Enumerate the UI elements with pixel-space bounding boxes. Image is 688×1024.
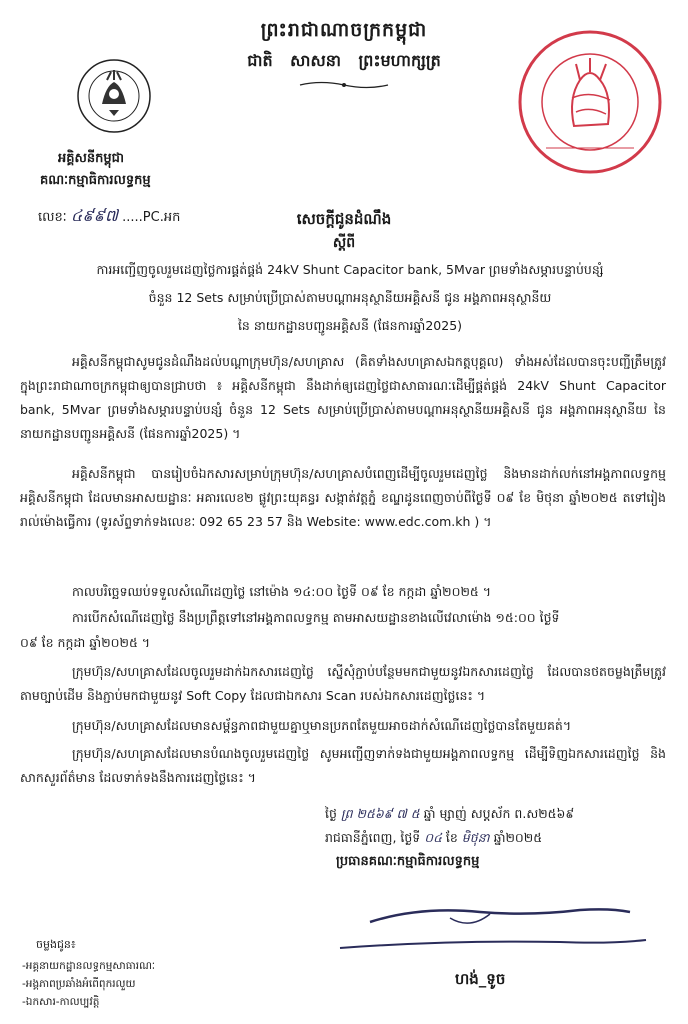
ref-handwritten-number: ៤៩៩៧ [70,206,118,225]
solar-date-year: ឆ្នាំ២០២៥ [493,830,543,845]
edc-logo [76,58,152,134]
solar-date-prefix: រាជធានីភ្នំពេញ, ថ្ងៃទី [325,830,421,845]
lunar-date-rest: ឆ្នាំ ម្សាញ់ សប្តស័ក ព.ស២៥៦៩ [423,806,575,821]
handwritten-signature [330,900,650,960]
solar-date [325,830,542,849]
opening-line: ការបើកសំណើដេញថ្លៃ នឹងប្រព្រឹត្តទៅនៅអង្គភាពលទ្ធកម្ម តាមអាសយដ្ឋានខាងលើវេលាម៉ោង ១៥:០០ ថ្ងៃទី [72,610,560,625]
body-paragraph-2: អគ្គិសនីកម្ពុជា បានរៀបចំឯកសារសម្រាប់ក្រុមហ៊ុន/សហគ្រាសបំពេញដើម្បីចូលរួមដេញថ្លៃ និងមានដាក់លក់នៅអង្គភាពលទ្ធកម្មអគ្គិសនីកម្ពុជា ដែលមានអាសយដ្ឋានៈ អគារលេខ២ ផ្លូវព្រះយុគន្ធរ សង្កាត់វត្តភ្នំ ខណ្ឌដូនពេញចាប់ពីថ្ងៃទី ០៩ ខែ មិថុនា ឆ្នាំ២០២៥ តទៅរៀងរាល់ម៉ោងធ្វើការ (ទូរស័ព្ទទាក់ទងលេខៈ 092 65 23 57 និង Website: www.edc.com.kh ) ។ [20,466,666,529]
cc-label: ចម្លងជូន៖ [36,938,76,951]
body-paragraph-4: ក្រុមហ៊ុន/សហគ្រាសដែលមានបំណងចូលរួមដេញថ្លៃ សូមអញ្ជើញទាក់ទងជាមួយអង្គភាពលទ្ធកម្ម ដើម្បីទិញឯកសារដេញថ្លៃ និងសាកសួរព័ត៌មាន ដែលទាក់ទងនឹងការដេញថ្លៃនេះ ។ [20,746,666,785]
kingdom-heading: ព្រះរាជាណាចក្រកម្ពុជា [260,19,428,41]
document-title: សេចក្តីជូនដំណឹង [296,210,392,228]
subject-line-3: នៃ នាយកដ្ឋានបញ្ជូនអគ្គិសនី (ផែនការឆ្នាំ2025) [237,318,463,333]
committee-name: គណៈកម្មាធិការលទ្ធកម្ម [40,173,151,188]
lunar-date-prefix: ថ្ងៃ [325,806,337,821]
affiliation-line: ក្រុមហ៊ុន/សហគ្រាសដែលមានសម្ព័ន្ធភាពជាមួយគ្នាឬមានប្រភពតែមួយអាចដាក់សំណើដេញថ្លៃបានតែមួយគត់។ [72,718,572,733]
divider-ornament [298,80,390,90]
signer-title: ប្រធានគណៈកម្មាធិការលទ្ធកម្ម [336,854,480,869]
document-about: ស្តីពី [332,235,356,251]
signer-name: ហង់_ទូច [455,970,506,988]
ref-suffix: PC.អក [142,210,181,225]
cc-item-3: -ឯកសារ-កាលប្បវត្តិ [22,996,100,1008]
solar-date-month-label: ខែ [445,830,458,845]
solar-date-day: ០៤ [424,830,442,845]
official-seal-stamp [516,28,664,176]
subject-line-1: ការអញ្ជើញចូលរួមដេញថ្លៃការផ្គត់ផ្គង់ 24kV Shunt Capacitor bank, 5Mvar ព្រមទាំងសម្ភារបន្ទាប់បន្សំ [96,262,604,277]
solar-date-month: មិថុនា [461,830,490,845]
lunar-date-handwritten: ព្រ ២៥៦៩ ៧ ៥ [340,806,420,821]
body-paragraph-3: ក្រុមហ៊ុន/សហគ្រាសដែលចូលរួមដាក់ឯកសារដេញថ្លៃ ស្នើសុំភ្ជាប់បន្ថែមមកជាមួយនូវឯកសារដេញថ្លៃ ដែលបានថតចម្លងត្រឹមត្រូវតាមច្បាប់ដើម និងភ្ជាប់មកជាមួយនូវ Soft Copy ដែលជាឯកសារ Scan របស់ឯកសារដេញថ្លៃនេះ ។ [20,664,666,703]
national-motto: ជាតិ សាសនា ព្រះមហាក្សត្រ [247,51,441,70]
ref-label: លេខៈ [38,210,67,225]
subject-line-2: ចំនួន 12 Sets សម្រាប់ប្រើប្រាស់តាមបណ្តាអនុស្ថានីយអគ្គិសនី ជូន អង្គភាពអនុស្ថានីយ [148,290,552,305]
org-name: អគ្គិសនីកម្ពុជា [58,151,125,166]
ref-dots: ..... [122,210,143,225]
opening-line-continued: ០៩ ខែ កក្កដា ឆ្នាំ២០២៥ ។ [20,635,151,650]
cc-item-2: -អង្គភាពប្រឆាំងអំពើពុករលួយ [22,978,136,990]
lunar-date [325,806,574,825]
body-paragraph-1: អគ្គិសនីកម្ពុជាសូមជូនដំណឹងដល់បណ្តាក្រុមហ៊ុន/សហគ្រាស (គិតទាំងសហគ្រាសឯកត្តបុគ្គល) ទាំងអស់ដែលបានចុះបញ្ជីត្រឹមត្រូវក្នុងព្រះរាជាណាចក្រកម្ពុជាឲ្យបានជ្រាបថា ៖ អគ្គិសនីកម្ពុជា នឹងដាក់ឲ្យដេញថ្លៃជាសាធារណៈដើម្បីផ្គត់ផ្គង់ 24kV Shunt Capacitor bank, 5Mvar ព្រមទាំងសម្ភារបន្ទាប់បន្សំ ចំនួន 12 Sets សម្រាប់ប្រើប្រាស់តាមបណ្តាអនុស្ថានីយអគ្គិសនី ជូន អង្គភាពអនុស្ថានីយ នៃ នាយកដ្ឋានបញ្ជូនអគ្គិសនី (ផែនការឆ្នាំ2025) ។ [20,354,666,441]
cc-item-1: -អគ្គនាយកដ្ឋានលទ្ធកម្មសាធារណៈ [22,960,156,972]
deadline-line: កាលបរិច្ឆេទឈប់ទទួលសំណើដេញថ្លៃ នៅម៉ោង ១៤:០០ ថ្ងៃទី ០៩ ខែ កក្កដា ឆ្នាំ២០២៥ ។ [72,584,491,599]
